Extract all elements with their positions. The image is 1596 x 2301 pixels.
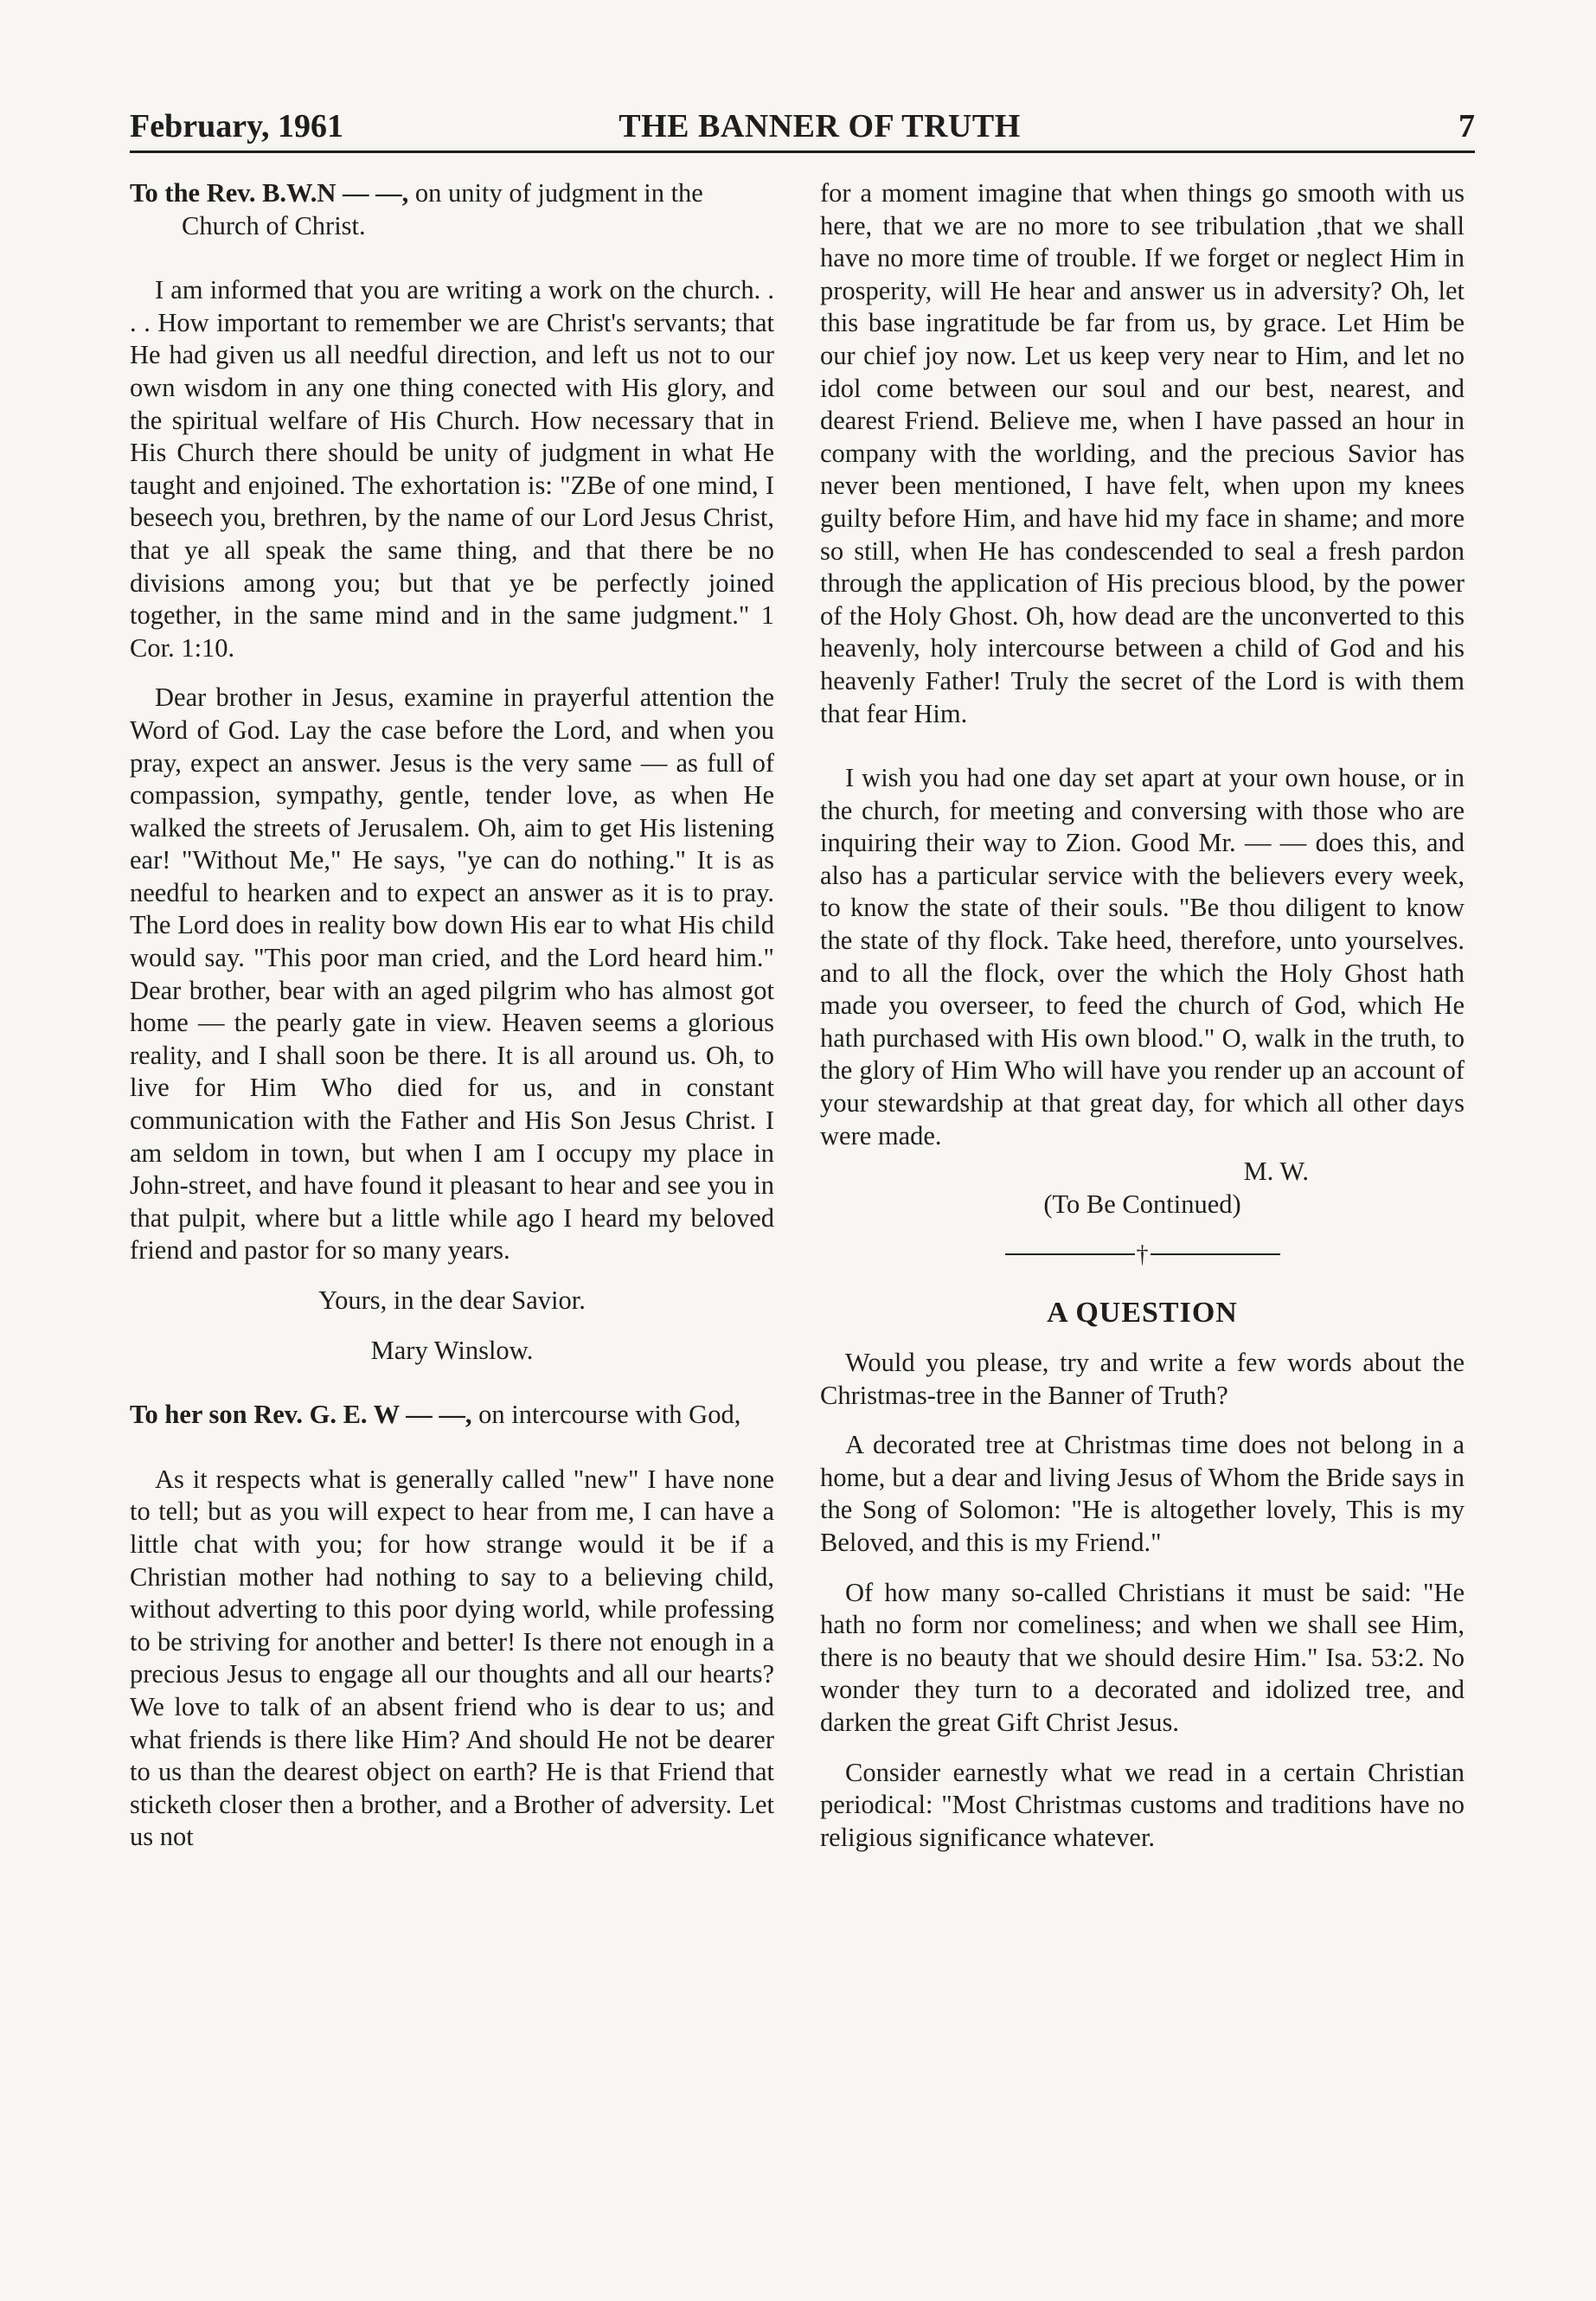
page-number: 7: [1458, 108, 1475, 144]
paragraph: Of how many so-called Christians it must be said: "He hath no form nor comeliness; and when we shall see Him, there is no beauty that we should desire Him." Isa. 53:2. No wonder they turn to a decorated and idolized tree, and darken the great Gift Christ Jesus.: [820, 1577, 1465, 1737]
letter-signature: Mary Winslow.: [370, 1335, 534, 1365]
paragraph: As it respects what is generally called "new" I have none to tell; but as you will expect to hear from me, I can have a little chat with you; for how strange would it be if a Christian mother had nothing to say to a believing child, without adverting to this poor dying world, while professing to be striving for another and better! Is there not enough in a precious Jesus to engage all our thoughts and all our hearts? We love to talk of an absent friend who is dear to us; and what friends is there like Him? And should He not be dearer to us than the dearest object on earth? He is that Friend that sticketh closer then a brother, and a Brother of adversity. Let us not: [130, 1464, 774, 1852]
paragraph: I wish you had one day set apart at your own house, or in the church, for meeting and conversing with those who are inquiring their way to Zion. Good Mr. — — does this, and also has a particular service with the believers every week, to know the state of their souls. "Be thou diligent to know the state of thy flock. Take heed, therefore, unto yourselves. and to all the flock, over the which the Holy Ghost hath made you overseer, to feed the church of God, which He hath purchased with His own blood." O, walk in the truth, to the glory of Him Who will have you render up an account of your stewardship at that great day, for which all other days were made.: [820, 763, 1465, 1150]
letter-heading: [130, 177, 774, 242]
left-column: [130, 177, 774, 1854]
paragraph: I am informed that you are writing a work on the church. . . . How important to remember we are Christ's servants; that He had given us all needful direction, and left us not to our own wisdom in any one thing conected with His glory, and the spiritual welfare of His Church. How necessary that in His Church there should be unity of judgment in what He taught and enjoined. The exhortation is: "ZBe of one mind, I beseech you, brethren, by the name of our Lord Jesus Christ, that ye all speak the same thing, and that there be no divisions among you; but that ye be perfectly joined together, in the same mind and in the same judgment." 1 Cor. 1:10.: [130, 275, 774, 663]
letter-subject: on intercourse with God,: [471, 1400, 741, 1430]
paragraph: Would you please, try and write a few words about the Christmas-tree in the Banner of Truth?: [820, 1348, 1465, 1410]
letter-recipient: To her son Rev. G. E. W — —,: [130, 1400, 472, 1430]
to-be-continued: (To Be Continued): [1043, 1189, 1241, 1219]
paragraph: Consider earnestly what we read in a certain Christian periodical: "Most Christmas customs and traditions have no religious significance whatever.: [820, 1757, 1465, 1852]
paragraph: A decorated tree at Christmas time does not belong in a home, but a dear and living Jesus of Whom the Bride says in the Song of Solomon: "He is altogether lovely, This is my Beloved, and this is my Friend.": [820, 1430, 1465, 1557]
paragraph: Dear brother in Jesus, examine in prayerful attention the Word of God. Lay the case before the Lord, and when you pray, expect an answer. Jesus is the very same — as full of compassion, sympathy, gentle, tender love, as when He walked the streets of Jerusalem. Oh, aim to get His listening ear! "Without Me," He says, "ye can do nothing." It is as needful to hearken and to expect an answer as it is to pray. The Lord does in reality bow down His ear to what His child would say. "This poor man cried, and the Lord heard him." Dear brother, bear with an aged pilgrim who has almost got home — the pearly gate in view. Heaven seems a glorious reality, and I shall soon be there. It is all around us. Oh, to live for Him Who died for us, and in constant communication with the Father and His Son Jesus Christ. I am seldom in town, but when I am I occupy my place in John-street, and have found it pleasant to hear and see you in that pulpit, where but a little while ago I heard my beloved friend and pastor for so many years.: [130, 683, 774, 1266]
section-divider: [820, 1236, 1465, 1271]
paragraph: for a moment imagine that when things go smooth with us here, that we are no more to see tribulation ,that we shall have no more time of trouble. If we forget or neglect Him in prosperity, will He hear and answer us in adversity? Oh, let this base ingratitude be far from us, by grace. Let Him be our chief joy now. Let us keep very near to Him, and let no idol come between our soul and our best, nearest, and dearest Friend. Believe me, when I have passed an hour in company with the worlding, and the precious Savior has never been mentioned, I have felt, when upon my knees guilty before Him, and have hid my face in shame; and more so still, when He has condescended to seal a fresh pardon through the application of His precious blood, by the power of the Holy Ghost. Oh, how dead are the unconverted to this heavenly, holy intercourse between a child of God and his heavenly Father! Truly the secret of the Lord is with them that fear Him.: [820, 178, 1465, 728]
letter-subject: on unity of judgment in the Church of Christ.: [182, 178, 703, 240]
section-title: A QUESTION: [1047, 1297, 1238, 1330]
issue-date: February, 1961: [130, 108, 343, 144]
divider-line: [1151, 1253, 1280, 1255]
letter-recipient: To the Rev. B.W.N — —,: [130, 178, 409, 208]
letter-heading: [130, 1399, 774, 1432]
letter-closing: Yours, in the dear Savior.: [318, 1285, 586, 1315]
cross-icon: †: [1136, 1240, 1149, 1268]
publication-title: THE BANNER OF TRUTH: [619, 108, 1021, 144]
right-column: [820, 177, 1465, 1854]
initials-signature: M. W.: [1243, 1157, 1309, 1187]
divider-line: [1005, 1253, 1135, 1255]
running-header: [130, 102, 1475, 153]
